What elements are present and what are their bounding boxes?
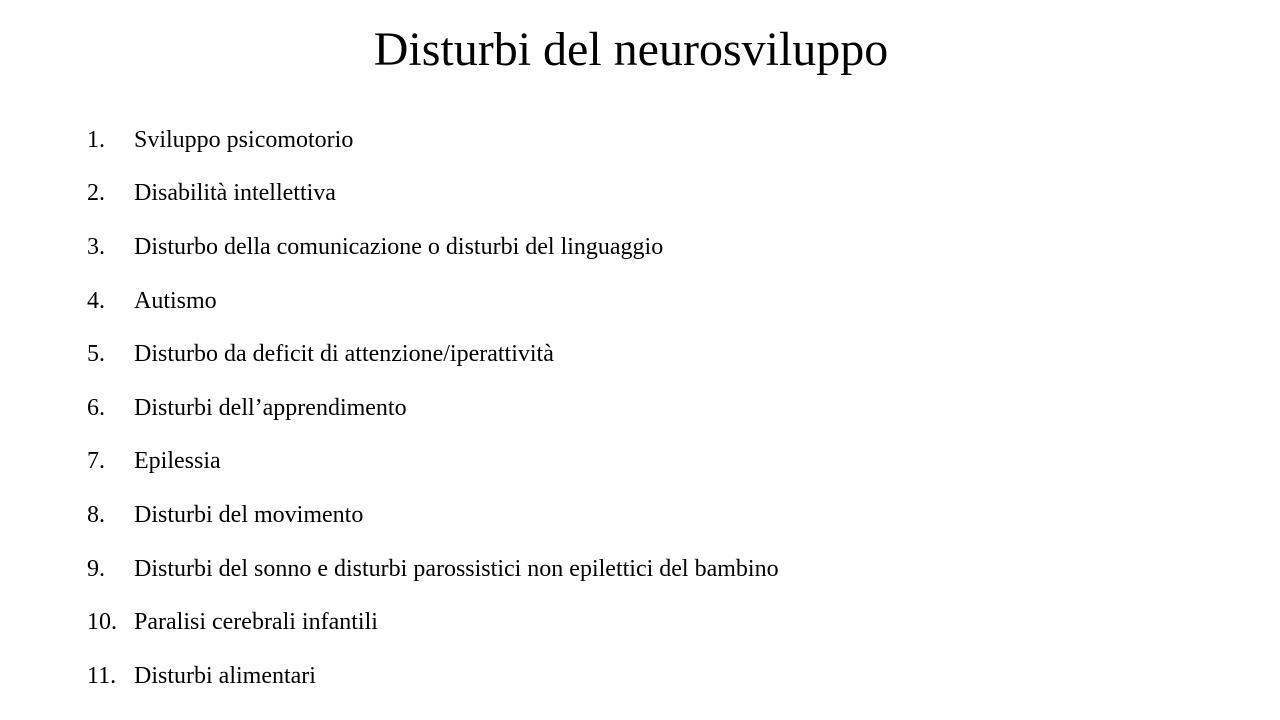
list-item-label: Disturbi dell’apprendimento <box>134 394 407 421</box>
list-item <box>87 488 779 542</box>
list-item <box>87 542 779 596</box>
list-item <box>87 274 779 328</box>
list-item <box>87 435 779 489</box>
list-item-number: 3. <box>87 233 105 260</box>
list-item-number: 4. <box>87 287 105 314</box>
topic-list <box>87 113 779 703</box>
list-item-label: Disturbi del movimento <box>134 501 364 528</box>
list-item <box>87 220 779 274</box>
list-item-number: 5. <box>87 341 105 368</box>
list-item <box>87 167 779 221</box>
list-item-number: 10. <box>87 609 117 636</box>
list-item-number: 9. <box>87 555 105 582</box>
list-item-number: 8. <box>87 501 105 528</box>
list-item-number: 2. <box>87 180 105 207</box>
slide-title: Disturbi del neurosviluppo <box>373 23 889 76</box>
list-item <box>87 327 779 381</box>
list-item <box>87 649 779 703</box>
list-item <box>87 595 779 649</box>
list-item-label: Paralisi cerebrali infantili <box>134 609 378 636</box>
list-item-label: Disturbo da deficit di attenzione/iperattività <box>134 341 554 368</box>
list-item-label: Sviluppo psicomotorio <box>134 126 354 153</box>
list-item-label: Disabilità intellettiva <box>134 180 336 207</box>
list-item-label: Epilessia <box>134 448 221 475</box>
list-item-label: Disturbo della comunicazione o disturbi del linguaggio <box>134 233 664 260</box>
list-item-number: 11. <box>87 662 117 689</box>
list-item-label: Autismo <box>134 287 217 314</box>
list-item-number: 6. <box>87 394 105 421</box>
list-item <box>87 381 779 435</box>
list-item-label: Disturbi del sonno e disturbi parossistici non epilettici del bambino <box>134 555 779 582</box>
list-item-label: Disturbi alimentari <box>134 662 316 689</box>
list-item-number: 7. <box>87 448 105 475</box>
list-item-number: 1. <box>87 126 105 153</box>
list-item <box>87 113 779 167</box>
